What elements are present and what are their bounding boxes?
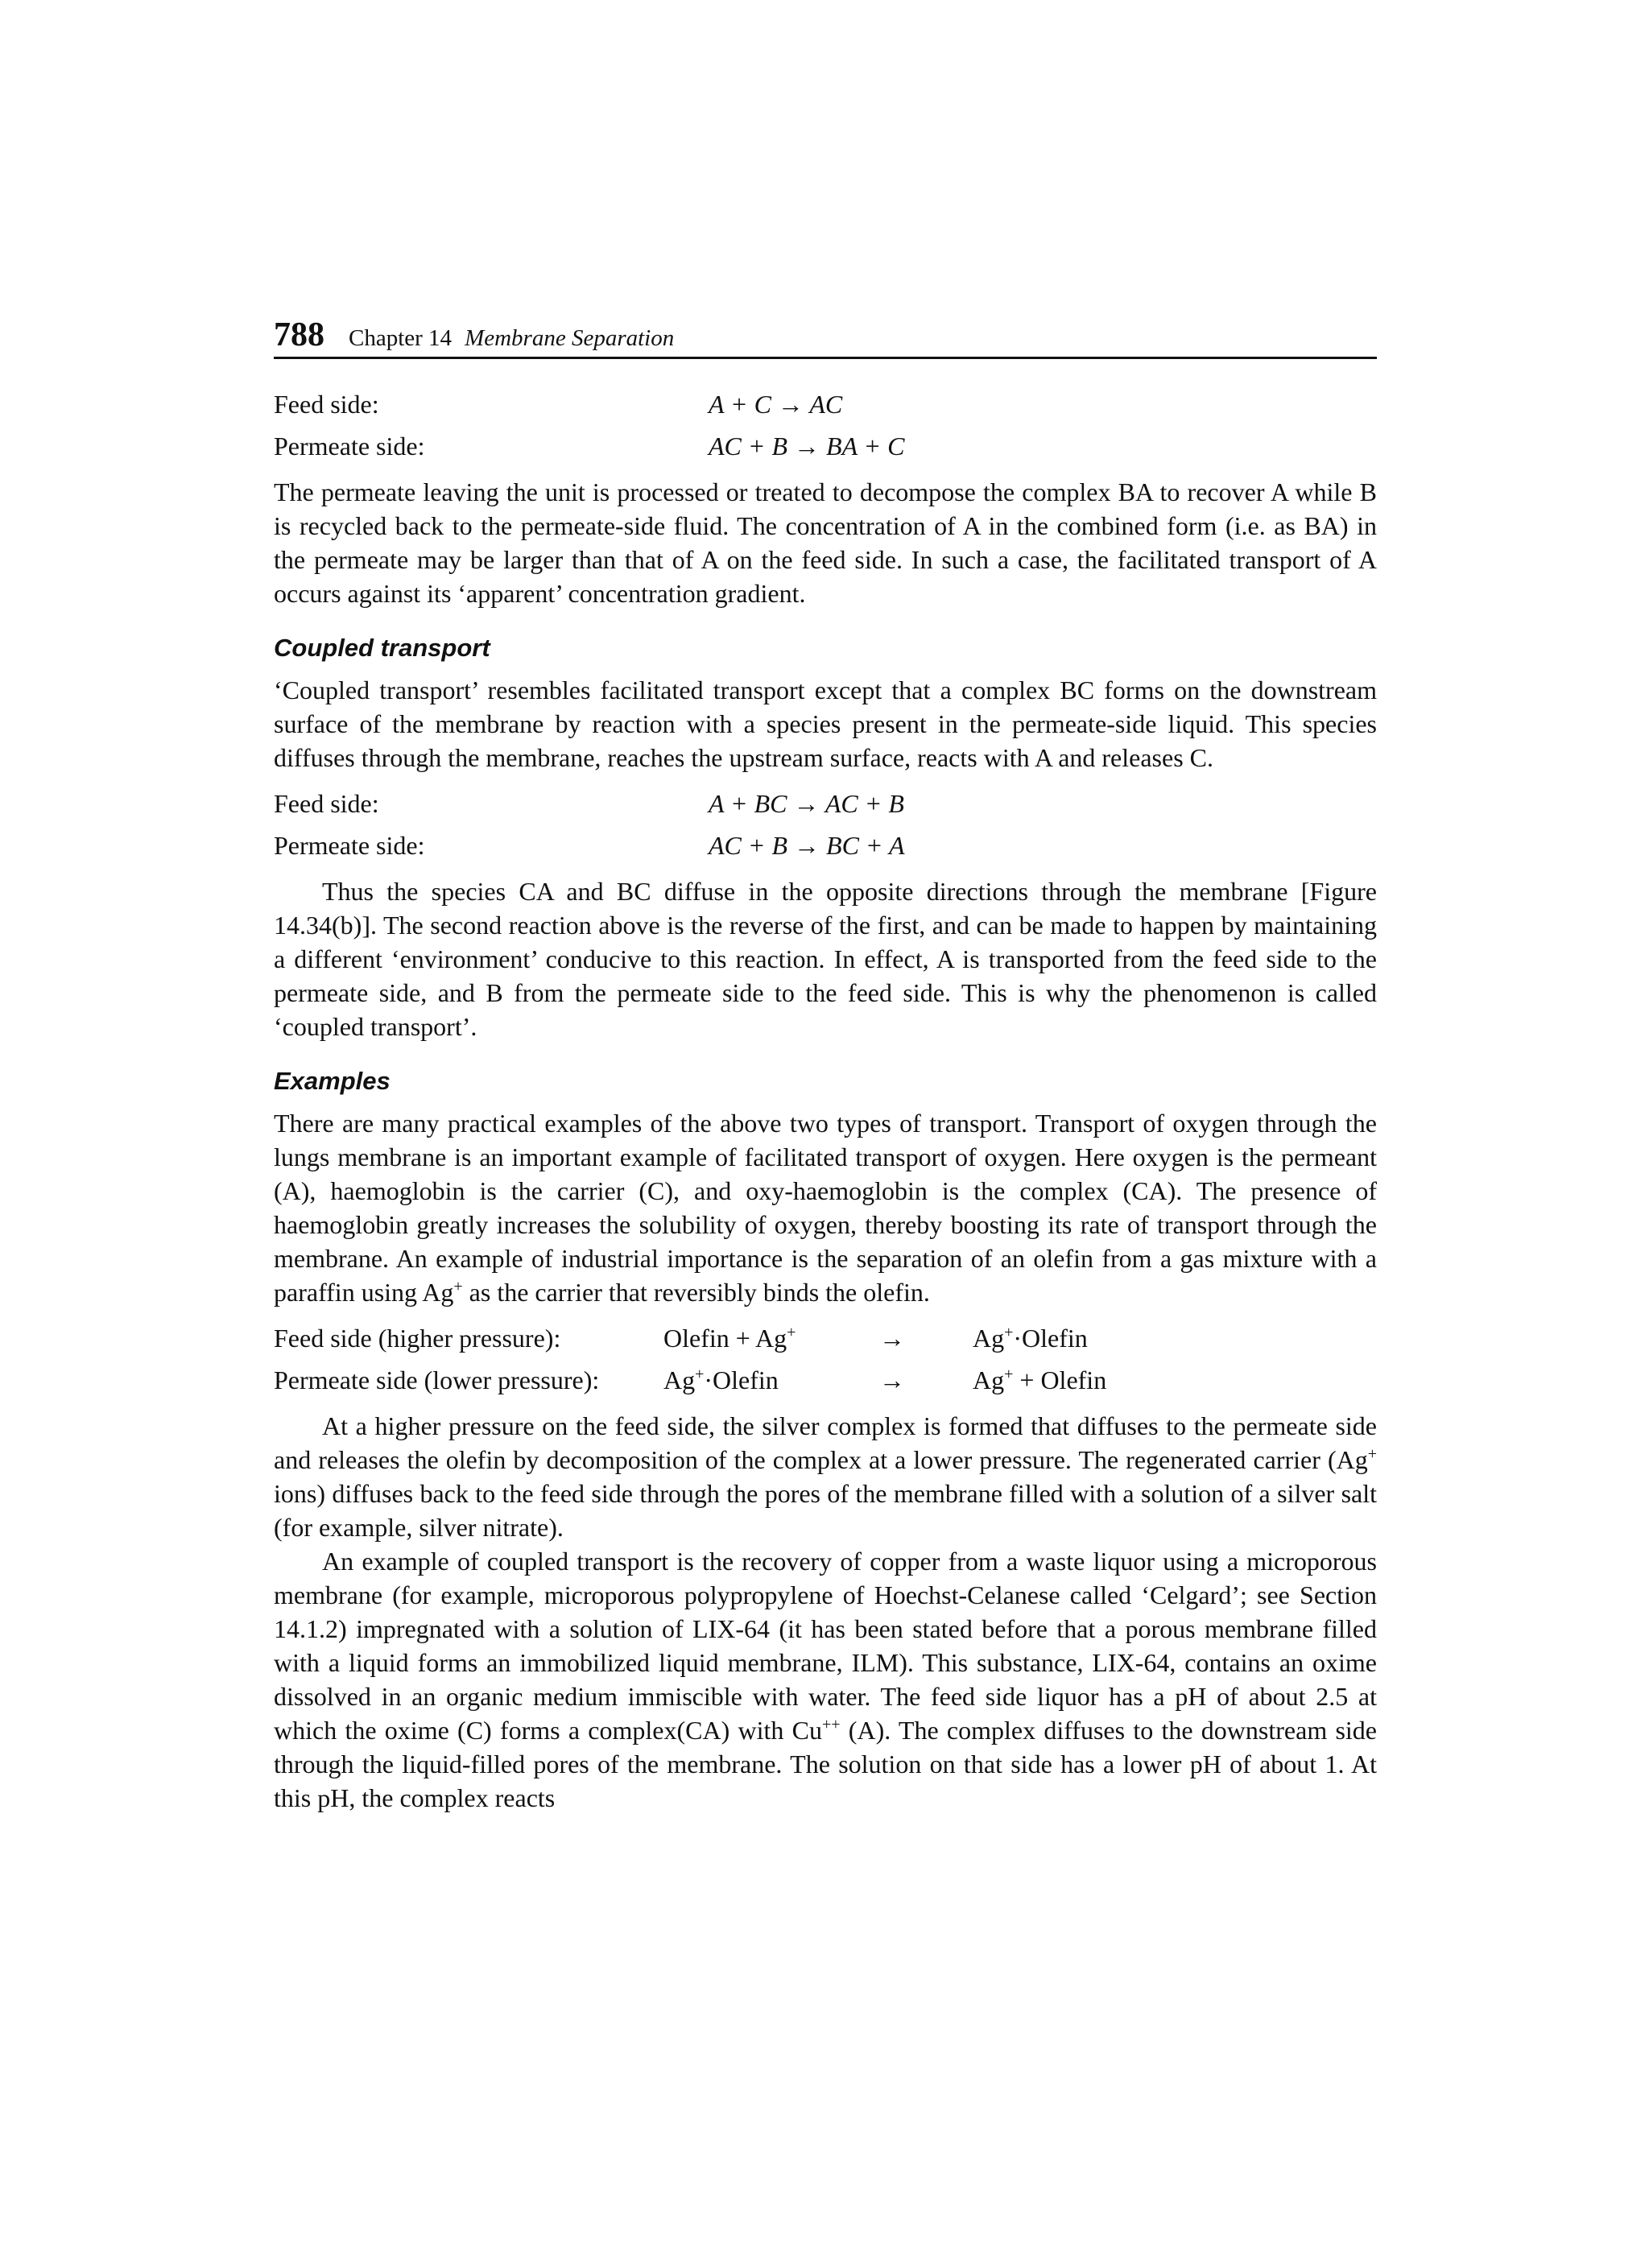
equation-expression: AC + B → BC + A [709, 831, 905, 860]
equation-label: Permeate side: [274, 432, 425, 461]
equation-row [274, 425, 1377, 467]
paragraph: ‘Coupled transport’ resembles facilitated transport except that a complex BC forms on the downstream surface of the membrane by reaction with a species present in the permeate-side liquid. This species diffuses through the membrane, reaches the upstream surface, reacts with A and releases C. [274, 675, 1377, 772]
silver-olefin-equations [274, 1317, 1377, 1401]
superscript: + [1367, 1445, 1377, 1463]
chapter-label: Chapter 14 [349, 325, 453, 351]
equation-label: Feed side: [274, 390, 379, 419]
equation-label: Permeate side (lower pressure): [274, 1365, 600, 1394]
equation-label: Feed side: [274, 789, 379, 818]
section-heading: Coupled transport [274, 634, 490, 662]
paragraph: The permeate leaving the unit is processed or treated to decompose the complex BA to recover A while B is recycled back to the permeate-side fluid. The concentration of A in the combined form (i.e. as BA) in the permeate may be larger than that of A on the feed side. In such a case, the facilitated transport of A occurs against its ‘apparent’ concentration gradient. [274, 477, 1377, 608]
equation-expression: A + C → AC [709, 390, 843, 419]
equation-row [274, 383, 1377, 425]
paragraph: Thus the species CA and BC diffuse in the opposite directions through the membrane [Figure 14.34(b)]. The second reaction above is the reverse of the first, and can be made to happen by maintaining a different ‘environment’ conducive to this reaction. In effect, A is transported from the feed side to the permeate side, and B from the permeate side to the feed side. This is why the phenomenon is called ‘coupled transport’. [274, 877, 1377, 1041]
facilitated-transport-equations [274, 383, 1377, 467]
equation-row [274, 1359, 1377, 1401]
section-heading: Examples [274, 1067, 391, 1095]
equation-product: Ag+ + Olefin [973, 1365, 1107, 1394]
equation-expression: AC + B → BA + C [709, 432, 905, 461]
equation-reactant: Olefin + Ag+ [663, 1324, 796, 1353]
equation-row [274, 783, 1377, 824]
equation-row [274, 1317, 1377, 1359]
equation-label: Permeate side: [274, 831, 425, 860]
paragraph [274, 1106, 1377, 1309]
equation-reactant: Ag+·Olefin [663, 1365, 779, 1394]
equation-row [274, 824, 1377, 866]
text-run: as the carrier that reversibly binds the olefin. [462, 1278, 930, 1307]
page-number: 788 [274, 316, 324, 353]
paragraph: An example of coupled transport is the recovery of copper from a waste liquor using a microporous membrane (for example, microporous polypropylene of Hoechst-Celanese called ‘Celgard’; see Section 14.1.2) impregnated with a solution of LIX-64 (it has been stated before that a porous membrane filled with a liquid forms an immobilized liquid membrane, ILM). This substance, LIX-64, contains an oxime dissolved in an organic medium immiscible with water. The feed side liquor has a pH of about 2.5 at which the oxime (C) forms a complex(CA) with Cu++ (A). The complex diffuses to the downstream side through the liquid-filled pores of the membrane. The solution on that side has a lower pH of about 1. At this pH, the complex reacts [274, 1547, 1377, 1812]
page-body [274, 383, 1377, 1815]
superscript: + [453, 1278, 463, 1295]
reaction-arrow: → [879, 1365, 905, 1394]
chapter-title: Membrane Separation [465, 325, 675, 351]
equation-label: Feed side (higher pressure): [274, 1324, 561, 1353]
paragraph: At a higher pressure on the feed side, the silver complex is formed that diffuses to the permeate side and releases the olefin by decomposition of the complex at a lower pressure. The regenerated carrier (Ag+ ions) diffuses back to the feed side through the pores of the membrane filled with a solution of a silver salt (for example, silver nitrate). [274, 1411, 1377, 1542]
equation-product: Ag+·Olefin [973, 1324, 1088, 1353]
text-run: There are many practical examples of the above two types of transport. Transport of oxygen through the lungs membrane is an important example of facilitated transport of oxygen. Here oxygen is the permeant (A), haemoglobin is the carrier (C), and oxy-haemoglobin is the complex (CA). The presence of haemoglobin greatly increases the solubility of oxygen, thereby boosting its rate of transport through the membrane. An example of industrial importance is the separation of an olefin from a gas mixture with a paraffin using Ag [274, 1109, 1377, 1307]
superscript: ++ [821, 1716, 841, 1733]
reaction-arrow: → [879, 1324, 905, 1353]
running-header [274, 316, 1377, 359]
coupled-transport-equations [274, 783, 1377, 866]
equation-expression: A + BC → AC + B [709, 789, 904, 818]
